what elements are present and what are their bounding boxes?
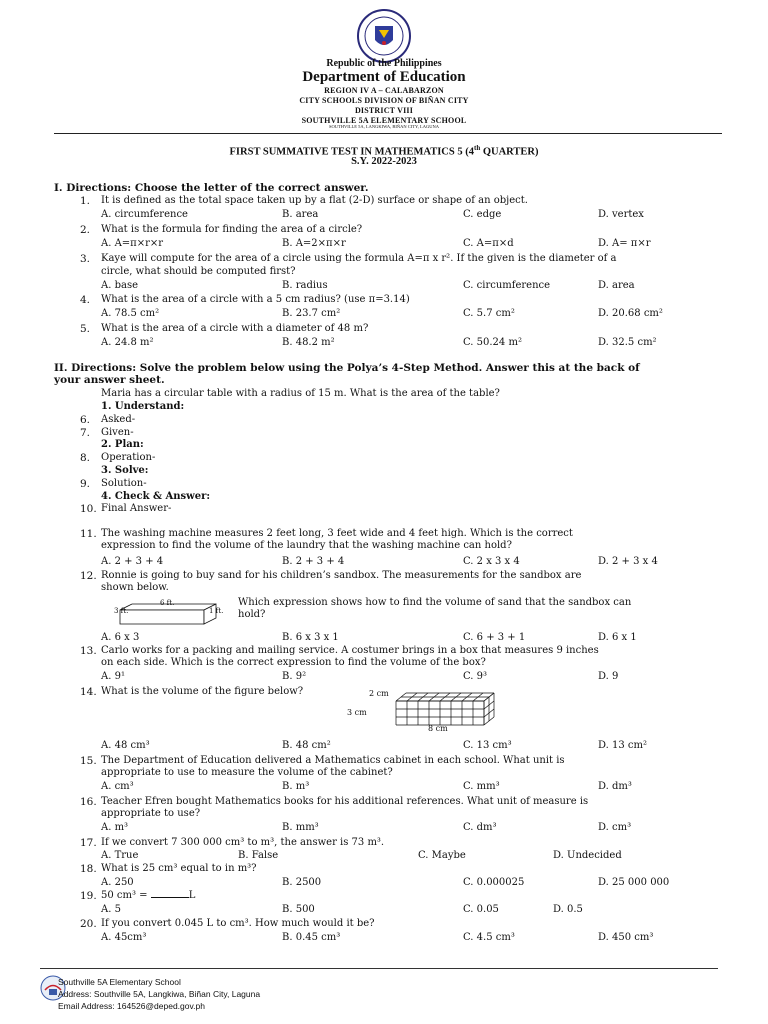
answer-choice: B. 2500 <box>282 877 322 888</box>
item-number: 4. <box>80 294 91 306</box>
polya-step-heading: 1. Understand: <box>101 401 185 412</box>
item-number: 15. <box>80 755 97 767</box>
question-text: Carlo works for a packing and mailing service. A costumer brings in a box that measures 9 inches <box>101 645 599 656</box>
answer-choice: C. dm³ <box>463 822 497 833</box>
answer-choice: B. 48.2 m² <box>282 337 335 348</box>
department-title: Department of Education <box>302 69 466 85</box>
question-text: appropriate to use to measure the volume of the cabinet? <box>101 767 393 778</box>
part2-directions-1: II. Directions: Solve the problem below using the Polya’s 4-Step Method. Answer this at the back of <box>54 362 640 374</box>
item-number: 17. <box>80 837 97 849</box>
answer-choice: D. 13 cm² <box>598 740 648 751</box>
test-title: FIRST SUMMATIVE TEST IN MATHEMATICS 5 (4th QUARTER) <box>229 144 539 158</box>
question-text: If you convert 0.045 L to cm³. How much would it be? <box>101 918 375 929</box>
polya-step-heading: 2. Plan: <box>101 439 144 451</box>
part2-directions-2: your answer sheet. <box>54 374 165 386</box>
answer-choice: D. dm³ <box>598 781 632 792</box>
item-number: 11. <box>80 528 97 540</box>
answer-choice: B. 500 <box>282 904 315 915</box>
item-number: 10. <box>80 503 97 516</box>
question-text: What is the area of a circle with a diameter of 48 m? <box>101 323 369 334</box>
answer-choice: D. 450 cm³ <box>598 932 654 943</box>
answer-choice: B. 2 + 3 + 4 <box>282 556 345 567</box>
answer-choice: D. 2 + 3 x 4 <box>598 556 658 567</box>
item-number: 6. <box>80 413 91 426</box>
answer-choice: A. cm³ <box>101 781 134 792</box>
answer-choice: A. A=π×r×r <box>101 238 164 249</box>
answer-choice: D. 32.5 cm² <box>598 337 657 348</box>
republic-line: Republic of the Philippines <box>326 58 442 69</box>
answer-choice: C. edge <box>463 209 502 220</box>
part1-directions: I. Directions: Choose the letter of the correct answer. <box>54 182 369 194</box>
answer-choice: D. Undecided <box>553 850 622 861</box>
answer-choice: B. 48 cm² <box>282 740 331 751</box>
question-text: What is 25 cm³ equal to in m³? <box>101 863 257 874</box>
item-number: 2. <box>80 224 91 236</box>
question-text: Teacher Efren bought Mathematics books for his additional references. What unit of measure is <box>101 796 589 807</box>
answer-blank <box>151 897 189 898</box>
answer-choice: D. vertex <box>598 209 644 220</box>
answer-choice: C. 0.000025 <box>463 877 525 888</box>
answer-choice: B. 23.7 cm² <box>282 308 341 319</box>
answer-choice: D. A= π×r <box>598 238 651 249</box>
answer-choice: A. 250 <box>101 877 134 888</box>
question-text: It is defined as the total space taken up by a flat (2-D) surface or shape of an object. <box>101 195 528 206</box>
answer-choice: B. 6 x 3 x 1 <box>282 632 339 643</box>
answer-choice: B. radius <box>282 280 328 291</box>
answer-choice: C. mm³ <box>463 781 500 792</box>
answer-choice: C. 2 x 3 x 4 <box>463 556 520 567</box>
question-text: What is the formula for finding the area of a circle? <box>101 224 363 235</box>
answer-choice: A. 9¹ <box>101 671 125 682</box>
question-text: Which expression shows how to find the volume of sand that the sandbox can <box>238 597 632 608</box>
answer-choice: A. True <box>101 850 139 861</box>
polya-step-line: Final Answer- <box>101 503 172 515</box>
question-text: on each side. Which is the correct expression to find the volume of the box? <box>101 657 486 668</box>
answer-choice: A. 24.8 m² <box>101 337 154 348</box>
question-text: appropriate to use? <box>101 808 201 819</box>
item-number: 12. <box>80 570 97 582</box>
district-line: DISTRICT VIII <box>354 106 414 115</box>
answer-choice: C. 6 + 3 + 1 <box>463 632 526 643</box>
question-text: What is the volume of the figure below? <box>101 686 304 697</box>
answer-choice: D. cm³ <box>598 822 632 833</box>
region-line: REGION IV A – CALABARZON <box>324 86 444 95</box>
answer-choice: B. mm³ <box>282 822 319 833</box>
question-text: expression to find the volume of the laundry that the washing machine can hold? <box>101 540 512 551</box>
item-number: 16. <box>80 796 97 808</box>
item-number: 20. <box>80 918 97 930</box>
answer-choice: C. 9³ <box>463 671 488 682</box>
answer-choice: A. 48 cm³ <box>101 740 150 751</box>
question-text: circle, what should be computed first? <box>101 266 296 277</box>
part2-problem: Maria has a circular table with a radius of 15 m. What is the area of the table? <box>101 388 500 399</box>
item-number: 14. <box>80 686 97 698</box>
polya-step-line: Asked- <box>101 413 136 425</box>
item-number: 9. <box>80 477 91 490</box>
answer-choice: D. 25 000 000 <box>598 877 670 888</box>
answer-choice: C. A=π×d <box>463 238 514 249</box>
question-text: 50 cm³ = L <box>101 890 196 901</box>
answer-choice: C. circumference <box>463 280 551 291</box>
cuboid-length-label: 8 cm <box>428 724 448 733</box>
answer-choice: A. circumference <box>101 209 188 220</box>
question-text: Ronnie is going to buy sand for his children’s sandbox. The measurements for the sandbox are <box>101 570 582 581</box>
question-text: If we convert 7 300 000 cm³ to m³, the answer is 73 m³. <box>101 837 385 848</box>
answer-choice: D. 20.68 cm² <box>598 308 663 319</box>
answer-choice: A. m³ <box>101 822 129 833</box>
question-text: The washing machine measures 2 feet long, 3 feet wide and 4 feet high. Which is the correct <box>101 528 573 539</box>
question-text: Kaye will compute for the area of a circle using the formula A=π x r². If the given is the diameter of a <box>101 253 617 264</box>
question-text: shown below. <box>101 582 169 593</box>
division-line: CITY SCHOOLS DIVISION OF BIÑAN CITY <box>299 96 469 105</box>
answer-choice: D. area <box>598 280 635 291</box>
cuboid-figure <box>382 687 512 727</box>
answer-choice: C. 0.05 <box>463 904 499 915</box>
question-text: The Department of Education delivered a Mathematics cabinet in each school. What unit is <box>101 755 565 766</box>
answer-choice: A. 78.5 cm² <box>101 308 160 319</box>
footer-email: Email Address: 164526@deped.gov.ph <box>58 1001 205 1011</box>
answer-choice: C. 50.24 m² <box>463 337 522 348</box>
item-number: 19. <box>80 890 97 902</box>
cuboid-height-label: 3 cm <box>347 708 367 717</box>
answer-choice: A. 45cm³ <box>101 932 147 943</box>
polya-step-heading: 3. Solve: <box>101 465 149 476</box>
answer-choice: D. 9 <box>598 671 619 682</box>
school-line: SOUTHVILLE 5A ELEMENTARY SCHOOL <box>301 116 467 125</box>
item-number: 5. <box>80 323 91 335</box>
answer-choice: A. base <box>101 280 138 291</box>
answer-choice: B. 9² <box>282 671 307 682</box>
answer-choice: B. m³ <box>282 781 310 792</box>
answer-choice: B. A=2×π×r <box>282 238 346 249</box>
polya-step-line: Solution- <box>101 477 147 489</box>
polya-step-line: Given- <box>101 426 134 438</box>
answer-choice: B. area <box>282 209 319 220</box>
header-divider <box>54 133 722 134</box>
question-text: hold? <box>238 609 266 620</box>
school-year: S.Y. 2022-2023 <box>351 156 417 167</box>
sandbox-width-label: 3 ft. <box>114 607 129 615</box>
cuboid-depth-label: 2 cm <box>369 689 389 698</box>
answer-choice: A. 6 x 3 <box>101 632 140 643</box>
polya-step-line: Operation- <box>101 452 156 464</box>
answer-choice: D. 0.5 <box>553 904 583 915</box>
polya-step-heading: 4. Check & Answer: <box>101 490 211 502</box>
answer-choice: C. 5.7 cm² <box>463 308 515 319</box>
answer-choice: C. 13 cm³ <box>463 740 512 751</box>
item-number: 7. <box>80 426 91 439</box>
answer-choice: C. Maybe <box>418 850 466 861</box>
answer-choice: A. 2 + 3 + 4 <box>101 556 164 567</box>
school-address-small: SOUTHVILLE 5A, LANGKIWA, BIÑAN CITY, LAGUNA <box>329 124 439 129</box>
item-number: 13. <box>80 645 97 657</box>
footer-address: Address: Southville 5A, Langkiwa, Biñan City, Laguna <box>58 989 261 999</box>
item-number: 1. <box>80 195 91 207</box>
footer-divider <box>40 968 718 969</box>
answer-choice: A. 5 <box>101 904 121 915</box>
answer-choice: B. False <box>238 850 279 861</box>
item-number: 18. <box>80 863 97 875</box>
item-number: 8. <box>80 452 91 465</box>
footer-school: Southville 5A Elementary School <box>58 977 181 987</box>
sandbox-length-label: 6 ft. <box>160 599 175 607</box>
question-text: What is the area of a circle with a 5 cm radius? (use π=3.14) <box>101 294 410 305</box>
item-number: 3. <box>80 253 91 265</box>
answer-choice: B. 0.45 cm³ <box>282 932 341 943</box>
answer-choice: C. 4.5 cm³ <box>463 932 515 943</box>
answer-choice: D. 6 x 1 <box>598 632 637 643</box>
sandbox-height-label: 1 ft. <box>209 607 224 615</box>
deped-seal-logo <box>355 8 413 64</box>
